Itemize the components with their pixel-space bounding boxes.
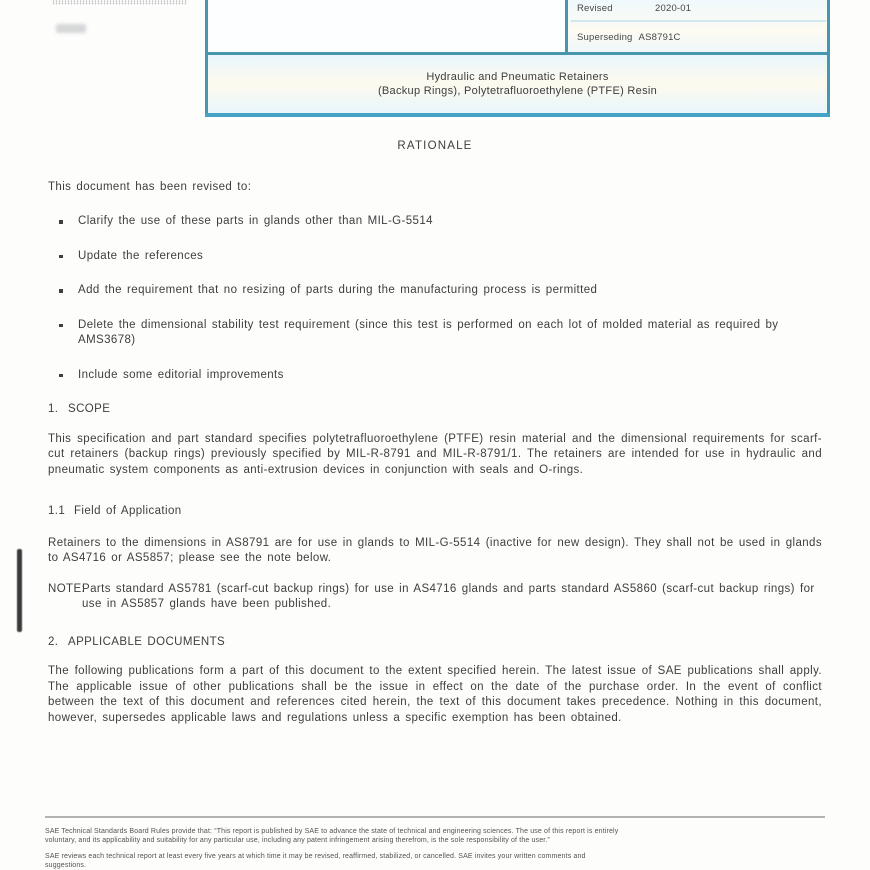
change-bar — [17, 549, 22, 632]
paragraph-field-of-application: Retainers to the dimensions in AS8791 are for use in glands to MIL-G-5514 (inactive for new design). They shall not be used in glands to AS4716 or AS5857; please see the note below. — [48, 536, 822, 564]
bullet-icon — [48, 214, 78, 230]
revised-value: 2020-01 — [655, 3, 692, 14]
note-text: Parts standard AS5781 (scarf-cut backup rings) for use in AS4716 glands and parts standard AS5860 (scarf-cut backup rings) for use in AS5857 glands have been published. — [82, 582, 815, 610]
header-left-cell — [208, 0, 565, 52]
section-heading-scope — [48, 402, 822, 418]
section-heading-field-of-application — [48, 504, 822, 520]
title-box — [208, 55, 827, 113]
bullet-icon — [48, 368, 78, 384]
footer-divider — [45, 816, 825, 818]
section-number: 2. — [48, 635, 59, 648]
bullet-icon — [48, 249, 78, 265]
cutoff-text-remnant — [52, 0, 187, 5]
section-label: Field of Application — [74, 505, 182, 517]
rationale-bullet: Delete the dimensional stability test requirement (since this test is performed on each lot of molded material as required by AMS3678) — [48, 318, 822, 349]
table-border-title-top — [205, 52, 830, 55]
rationale-bullet: Clarify the use of these parts in glands other than MIL-G-5514 — [48, 214, 822, 230]
superseding-label: Superseding — [577, 32, 633, 43]
revised-row — [577, 3, 822, 14]
section-number: 1.1 — [48, 505, 66, 517]
footer-disclaimer — [45, 827, 830, 870]
rationale-heading: RATIONALE — [397, 140, 473, 152]
table-border-middle — [565, 0, 568, 54]
rationale-bullet: Update the references — [48, 249, 822, 265]
doc-title-line1: Hydraulic and Pneumatic Retainers — [426, 71, 609, 83]
rationale-intro: This document has been revised to: — [48, 180, 252, 193]
header-table — [205, 0, 830, 117]
rationale-bullet: Add the requirement that no resizing of parts during the manufacturing process is permitted — [48, 283, 822, 299]
paragraph-applicable-documents: The following publications form a part of this document to the extent specified herein. The latest issue of SAE publications shall apply. The applicable issue of other publications shall be the issue in effect on the date of the purchase order. In the event of conflict between the text of this document and references cited herein, the text of this document takes precedence. Nothing in this document, however, supersedes applicable laws and regulations unless a specific exemption has been obtained. — [48, 665, 822, 724]
section-label: APPLICABLE DOCUMENTS — [68, 635, 226, 648]
table-border-right — [827, 0, 830, 117]
note-block — [48, 582, 822, 613]
doc-info — [577, 3, 822, 43]
logo-smudge — [56, 24, 86, 33]
footer-disclaimer-line: SAE Technical Standards Board Rules provide that: “This report is published by SAE to advance the state of technical and engineering sciences. The use of this report is entirely — [45, 828, 619, 835]
section-heading-applicable-documents — [48, 635, 822, 651]
revised-label: Revised — [577, 3, 613, 14]
note-label: NOTE: — [48, 582, 86, 595]
bullet-icon — [48, 318, 78, 349]
table-border-left — [205, 0, 208, 117]
footer-disclaimer-line: SAE reviews each technical report at least every five years at which time it may be revised, reaffirmed, stabilized, or cancelled. SAE invites your written comments and — [45, 853, 586, 860]
document-body — [48, 139, 822, 726]
rationale-bullet: Include some editorial improvements — [48, 368, 822, 384]
section-number: 1. — [48, 403, 59, 415]
section-label: SCOPE — [68, 403, 111, 415]
superseding-value: AS8791C — [638, 32, 681, 43]
footer-disclaimer-line: voluntary, and its applicability and suitability for any particular use, including any patent infringement arising therefrom, is the sole responsibility of the user.” — [45, 837, 550, 844]
footer-disclaimer-line: suggestions. — [45, 862, 87, 869]
superseding-row — [577, 32, 822, 43]
bullet-icon — [48, 283, 78, 299]
table-border-title-bottom — [205, 113, 830, 117]
doc-title-line2: (Backup Rings), Polytetrafluoroethylene (PTFE) Resin — [377, 85, 658, 97]
paragraph-scope: This specification and part standard specifies polytetrafluoroethylene (PTFE) resin material and the dimensional requirements for scarf-cut retainers (backup rings) previously specified by MIL-R-8791 and MIL-R-8791/1. The retainers are intended for use in hydraulic and pneumatic system components as anti-extrusion devices in conjunction with seals and O-rings. — [48, 432, 822, 476]
